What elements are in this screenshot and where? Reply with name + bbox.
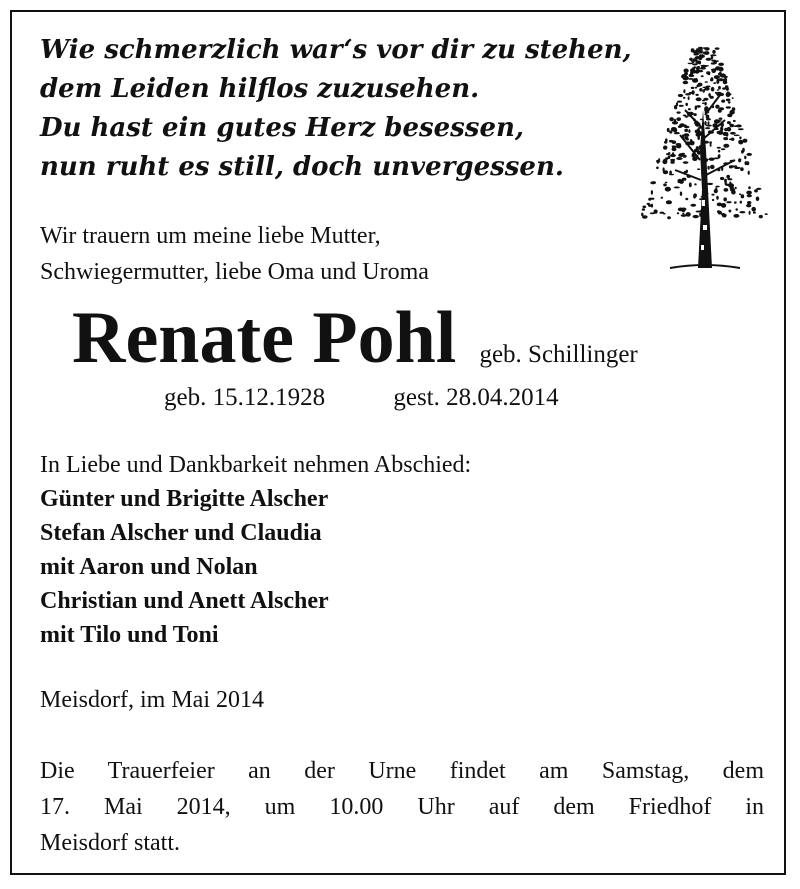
tree-leaf xyxy=(721,213,725,216)
tree-leaf xyxy=(679,105,684,107)
tree-leaf xyxy=(713,82,716,84)
tree-leaf xyxy=(710,78,713,81)
tree-leaf xyxy=(723,197,727,201)
tree-leaf xyxy=(672,152,674,154)
tree-leaf xyxy=(682,212,684,214)
tree-leaf xyxy=(717,147,721,149)
tree-leaf xyxy=(702,103,705,105)
birth-date: geb. 15.12.1928 xyxy=(164,384,326,411)
tree-leaf xyxy=(746,191,752,195)
tree-leaf xyxy=(718,63,724,66)
tree-leaf xyxy=(663,146,667,150)
tree-leaf xyxy=(677,101,682,103)
tree-leaf xyxy=(753,212,756,214)
tree-leaf xyxy=(724,128,728,132)
tree-leaf xyxy=(683,89,685,93)
tree-leaf xyxy=(699,213,701,217)
tree-leaf xyxy=(720,127,723,132)
tree-leaf xyxy=(711,69,716,74)
tree-leaf xyxy=(723,144,729,148)
tree-leaf xyxy=(751,207,756,212)
tree-leaf xyxy=(719,93,725,96)
tree-leaf xyxy=(738,159,741,161)
tree-leaf xyxy=(723,137,728,140)
poem-line: Du hast ein gutes Herz besessen, xyxy=(40,113,524,143)
tree-leaf xyxy=(672,145,676,147)
intro-line: Schwiegermutter, liebe Oma und Uroma xyxy=(40,259,429,285)
tree-leaf xyxy=(666,200,672,204)
tree-leaf xyxy=(749,211,751,215)
birch-tree-icon xyxy=(640,40,770,272)
tree-leaf xyxy=(716,120,721,122)
tree-leaf xyxy=(681,214,687,217)
ceremony-line: Die Trauerfeier an der Urne findet am Samstag, dem xyxy=(40,758,764,784)
tree-leaf xyxy=(678,154,683,157)
tree-leaf xyxy=(684,137,688,140)
tree-leaf xyxy=(669,117,674,121)
tree-leaf xyxy=(708,121,710,125)
tree-leaf xyxy=(683,81,689,85)
tree-leaf xyxy=(703,65,709,67)
tree-leaf xyxy=(733,214,739,218)
tree-leaf xyxy=(693,155,699,157)
tree-leaf xyxy=(696,48,698,50)
tree-leaf xyxy=(685,93,691,95)
tree-leaf xyxy=(746,153,752,156)
tree-leaf xyxy=(677,212,679,214)
tree-leaf xyxy=(721,122,724,127)
tree-leaf xyxy=(695,57,698,59)
tree-leaf xyxy=(680,192,682,196)
tree-leaf xyxy=(656,167,659,170)
tree-leaf xyxy=(721,148,726,150)
tree-leaf xyxy=(721,100,725,103)
tree-leaf xyxy=(715,92,717,94)
tree-leaf xyxy=(744,156,746,160)
tree-leaf xyxy=(688,96,690,100)
tree-leaf xyxy=(707,183,713,185)
tree-leaf xyxy=(695,122,701,127)
tree-leaf xyxy=(701,66,705,69)
tree-leaf xyxy=(716,80,719,84)
tree-leaf xyxy=(742,148,745,152)
tree-leaf xyxy=(683,161,689,164)
tree-leaf xyxy=(684,129,688,132)
tree-leaf xyxy=(688,78,693,80)
tree-leaf xyxy=(720,73,726,77)
tree-leaf xyxy=(706,58,712,61)
tree-leaf xyxy=(739,193,741,195)
tree-leaf xyxy=(727,114,732,118)
tree-leaf xyxy=(679,123,685,127)
tree-leaf xyxy=(674,105,677,109)
tree-leaf xyxy=(714,189,718,193)
tree-leaf xyxy=(706,210,708,213)
tree-leaf xyxy=(684,133,690,137)
tree-leaf xyxy=(715,186,719,188)
poem-line: dem Leiden hilflos zuzusehen. xyxy=(40,74,480,104)
tree-leaf xyxy=(699,145,701,150)
maiden-name: geb. Schillinger xyxy=(479,341,638,368)
tree-leaf xyxy=(687,175,692,178)
tree-leaf xyxy=(695,130,699,134)
tree-leaf xyxy=(734,201,737,203)
tree-leaf xyxy=(738,128,744,130)
tree-leaf xyxy=(716,196,719,200)
tree-leaf xyxy=(683,97,686,99)
tree-leaf xyxy=(703,98,708,101)
tree-leaf xyxy=(698,70,703,72)
tree-leaf xyxy=(678,117,681,120)
tree-leaf xyxy=(748,171,750,175)
tree-leaf xyxy=(700,119,704,121)
tree-leaf xyxy=(746,161,749,165)
tree-leaf xyxy=(642,206,646,209)
tree-leaf xyxy=(734,125,739,127)
tree-leaf xyxy=(712,199,714,201)
tree-leaf xyxy=(733,120,736,122)
tree-leaf xyxy=(738,140,743,145)
tree-leaf xyxy=(709,158,715,161)
tree-leaf xyxy=(693,113,696,116)
tree-leaf xyxy=(712,123,717,128)
tree-leaf xyxy=(730,132,736,135)
deceased-name-line xyxy=(72,298,772,378)
mourners-block xyxy=(40,448,740,652)
tree-leaf xyxy=(721,203,726,208)
tree-leaf xyxy=(729,210,732,213)
tree-leaf xyxy=(736,208,738,211)
tree-leaf xyxy=(654,209,658,213)
tree-leaf xyxy=(725,85,729,88)
poem-line: nun ruht es still, doch unvergessen. xyxy=(40,152,564,182)
death-date: gest. 28.04.2014 xyxy=(393,384,559,411)
tree-leaf xyxy=(662,159,667,164)
tree-leaf xyxy=(726,106,731,108)
tree-leaf xyxy=(711,60,716,62)
tree-leaf xyxy=(697,168,700,170)
tree-leaf xyxy=(704,53,709,55)
tree-leaf xyxy=(747,194,752,197)
tree-leaf xyxy=(718,86,721,90)
tree-leaf xyxy=(703,192,709,195)
tree-leaf xyxy=(693,215,699,218)
tree-leaf xyxy=(684,72,688,75)
tree-leaf xyxy=(746,204,751,208)
tree-leaf xyxy=(695,60,700,64)
tree-leaf xyxy=(740,167,744,171)
tree-leaf xyxy=(696,97,702,101)
tree-leaf xyxy=(676,157,682,160)
deceased-name: Renate Pohl xyxy=(72,297,457,379)
tree-leaf xyxy=(717,89,719,91)
tree-leaf xyxy=(650,181,655,184)
tree-leaf xyxy=(693,195,696,199)
tree-leaf xyxy=(717,131,720,134)
tree-leaf xyxy=(699,88,702,92)
tree-leaf xyxy=(705,81,708,83)
place-date: Meisdorf, im Mai 2014 xyxy=(40,687,264,713)
life-dates xyxy=(164,382,559,414)
tree-leaf xyxy=(665,138,668,142)
tree-leaf xyxy=(739,136,741,139)
tree-leaf xyxy=(712,50,715,54)
tree-leaf xyxy=(642,208,645,211)
tree-leaf xyxy=(685,103,688,106)
poem xyxy=(40,31,660,187)
tree-leaf xyxy=(688,108,691,110)
tree-leaf xyxy=(714,157,720,159)
tree-leaf xyxy=(727,121,731,124)
tree-leaf xyxy=(711,194,714,196)
tree-leaf xyxy=(696,85,699,88)
tree-leaf xyxy=(665,187,671,192)
tree-leaf xyxy=(721,167,723,171)
tree-leaf xyxy=(695,87,698,89)
tree-leaf xyxy=(724,133,727,136)
tree-leaf xyxy=(719,118,723,120)
tree-leaf xyxy=(693,66,696,68)
tree-leaf xyxy=(732,97,734,99)
mourners-intro: In Liebe und Dankbarkeit nehmen Abschied: xyxy=(40,452,472,478)
tree-leaf xyxy=(703,160,708,162)
tree-leaf xyxy=(730,160,735,162)
tree-leaf xyxy=(708,74,710,76)
tree-leaf xyxy=(691,72,695,74)
tree-leaf xyxy=(691,48,695,52)
tree-leaf xyxy=(670,159,675,161)
tree-leaf xyxy=(698,47,703,50)
tree-leaf xyxy=(730,165,736,167)
tree-leaf xyxy=(710,165,715,169)
tree-leaf xyxy=(734,135,740,137)
tree-leaf xyxy=(735,187,737,190)
tree-leaf xyxy=(681,208,686,211)
tree-leaf xyxy=(656,160,660,163)
tree-leaf xyxy=(674,132,680,134)
tree-leaf xyxy=(648,198,651,201)
tree-leaf xyxy=(709,141,712,144)
tree-leaf xyxy=(704,108,709,112)
tree-leaf xyxy=(693,54,699,56)
tree-leaf xyxy=(711,56,714,60)
tree-leaf xyxy=(740,201,742,204)
tree-leaf xyxy=(715,128,719,130)
tree-leaf xyxy=(708,131,714,134)
tree-leaf xyxy=(710,54,716,56)
ceremony-line: Meisdorf statt. xyxy=(40,830,180,856)
tree-leaf xyxy=(701,196,706,198)
tree-leaf xyxy=(704,102,706,106)
tree-leaf xyxy=(701,75,704,77)
tree-leaf xyxy=(682,178,687,181)
tree-leaf xyxy=(669,174,674,176)
tree-leaf xyxy=(689,183,692,188)
tree-leaf xyxy=(688,129,690,133)
tree-leaf xyxy=(684,171,688,174)
tree-leaf xyxy=(726,99,731,102)
intro-text xyxy=(40,218,640,290)
tree-leaf xyxy=(688,112,694,116)
tree-leaf xyxy=(688,63,694,65)
mourner-name: Christian und Anett Alscher xyxy=(40,588,329,614)
tree-leaf xyxy=(704,47,709,51)
mourner-name: Stefan Alscher und Claudia xyxy=(40,520,322,546)
tree-leaf xyxy=(754,189,758,192)
tree-leaf xyxy=(699,50,702,53)
ceremony-info xyxy=(40,753,764,861)
ceremony-line: 17. Mai 2014, um 10.00 Uhr auf dem Friedhof in xyxy=(40,794,764,820)
tree-leaf xyxy=(724,188,729,192)
tree-leaf xyxy=(695,94,698,96)
mourner-name: mit Aaron und Nolan xyxy=(40,554,258,580)
tree-leaf xyxy=(674,119,676,124)
tree-leaf xyxy=(700,210,705,213)
tree-leaf xyxy=(648,204,653,207)
tree-leaf xyxy=(671,127,677,132)
tree-leaf xyxy=(676,144,681,149)
tree-leaf xyxy=(739,211,745,213)
tree-leaf xyxy=(668,152,670,155)
tree-leaf xyxy=(672,140,677,144)
tree-leaf xyxy=(722,79,727,82)
tree-leaf xyxy=(663,183,667,186)
tree-leaf xyxy=(695,50,699,52)
tree-leaf xyxy=(691,204,697,207)
tree-leaf xyxy=(756,197,760,202)
tree-leaf xyxy=(726,175,730,179)
tree-leaf xyxy=(718,67,723,72)
tree-leaf xyxy=(667,216,671,219)
tree-leaf xyxy=(718,109,722,113)
tree-leaf xyxy=(759,215,763,218)
tree-leaf xyxy=(661,197,663,199)
tree-leaf xyxy=(674,186,680,188)
tree-leaf xyxy=(718,150,720,153)
tree-leaf xyxy=(683,115,687,117)
tree-leaf xyxy=(728,101,731,103)
tree-leaf xyxy=(697,150,701,154)
tree-leaf xyxy=(741,194,745,198)
tree-leaf xyxy=(694,151,696,153)
tree-leaf xyxy=(665,157,669,159)
tree-leaf xyxy=(678,94,683,97)
tree-leaf xyxy=(689,141,694,146)
tree-leaf xyxy=(732,107,736,111)
tree-leaf xyxy=(705,127,710,129)
tree-leaf xyxy=(704,141,709,144)
tree-leaf xyxy=(689,74,695,77)
tree-leaf xyxy=(663,167,665,171)
tree-leaf xyxy=(667,128,670,132)
tree-leaf xyxy=(717,169,720,172)
tree-leaf xyxy=(727,92,730,94)
tree-leaf xyxy=(726,201,731,203)
tree-leaf xyxy=(709,96,713,99)
tree-leaf xyxy=(704,121,706,125)
tree-leaf xyxy=(702,87,708,89)
tree-leaf xyxy=(651,190,653,195)
tree-leaf xyxy=(665,182,668,184)
tree-leaf xyxy=(711,87,715,92)
mourner-name: Günter und Brigitte Alscher xyxy=(40,486,329,512)
mourner-name: mit Tilo und Toni xyxy=(40,622,219,648)
tree-leaf xyxy=(701,171,707,175)
tree-leaf xyxy=(685,198,688,200)
tree-leaf xyxy=(712,105,714,108)
tree-leaf xyxy=(693,119,696,122)
tree-leaf xyxy=(723,162,729,165)
poem-line: Wie schmerzlich war‘s vor dir zu stehen, xyxy=(40,35,632,65)
tree-leaf xyxy=(699,127,703,129)
tree-leaf xyxy=(731,138,734,141)
tree-leaf xyxy=(715,47,720,49)
tree-leaf xyxy=(660,212,665,214)
tree-leaf xyxy=(710,144,712,147)
tree-leaf xyxy=(684,69,689,73)
tree-leaf xyxy=(729,124,733,126)
tree-leaf xyxy=(747,201,751,204)
tree-leaf xyxy=(730,188,735,192)
tree-leaf xyxy=(706,214,710,216)
tree-leaf xyxy=(699,198,703,200)
tree-leaf xyxy=(748,186,751,189)
tree-leaf xyxy=(720,177,724,180)
tree-leaf xyxy=(642,215,648,218)
tree-leaf xyxy=(677,111,681,113)
tree-leaf xyxy=(696,105,701,108)
tree-leaf xyxy=(692,90,695,95)
tree-leaf xyxy=(725,184,730,186)
tree-leaf xyxy=(765,213,768,215)
tree-leaf xyxy=(706,115,710,119)
tree-leaf xyxy=(689,58,693,61)
intro-line: Wir trauern um meine liebe Mutter, xyxy=(40,223,381,249)
tree-leaf xyxy=(694,183,696,185)
tree-leaf xyxy=(707,166,709,170)
tree-leaf xyxy=(679,179,681,182)
tree-leaf xyxy=(691,87,695,89)
